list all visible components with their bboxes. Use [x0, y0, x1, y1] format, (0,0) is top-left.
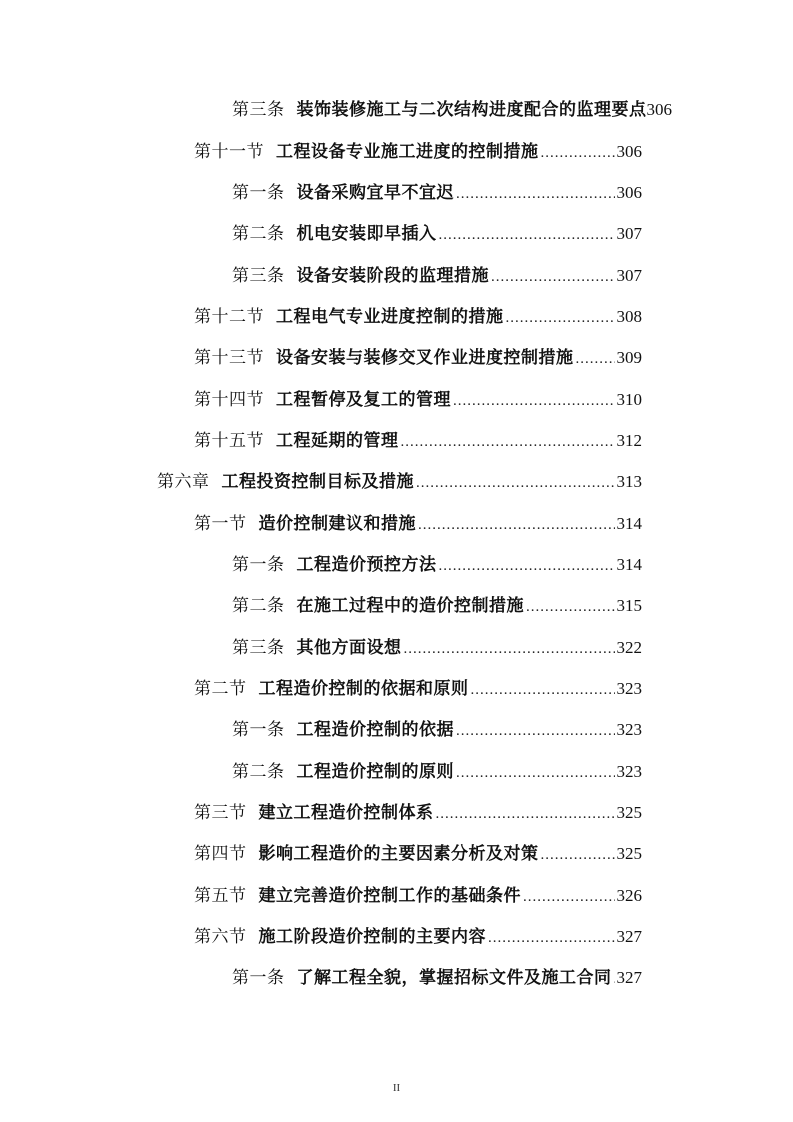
- toc-entry-title: 设备采购宜早不宜迟: [296, 183, 454, 203]
- toc-entry-label: 第十二节: [194, 307, 264, 327]
- toc-entry[interactable]: [232, 591, 642, 621]
- toc-entry[interactable]: [232, 178, 642, 208]
- dot-leader: [456, 758, 615, 788]
- toc-entry[interactable]: [194, 343, 642, 373]
- toc-entry-title: 机电安装即早插入: [296, 224, 437, 244]
- toc-entry-title: 设备安装与装修交叉作业进度控制措施: [276, 348, 574, 368]
- dot-leader: [488, 923, 615, 953]
- toc-entry-page: 312: [616, 431, 642, 450]
- toc-entry-title: 建立工程造价控制体系: [258, 803, 434, 823]
- toc-entry-label: 第三节: [194, 803, 247, 823]
- toc-entry-label: 第一条: [232, 555, 285, 575]
- toc-entry-label: 第一条: [232, 720, 285, 740]
- toc-entry-title: 工程延期的管理: [276, 431, 399, 451]
- dot-leader: [404, 634, 615, 664]
- toc-entry-title: 了解工程全貌，掌握招标文件及施工合同: [296, 968, 612, 988]
- toc-entry-label: 第一条: [232, 183, 285, 203]
- toc-entry-page: 327: [616, 968, 642, 987]
- toc-entry-title: 建立完善造价控制工作的基础条件: [258, 886, 521, 906]
- toc-entry-page: 323: [616, 679, 642, 698]
- toc-entry-title: 在施工过程中的造价控制措施: [296, 596, 524, 616]
- toc-entry-page: 325: [616, 803, 642, 822]
- toc-entry-page: 325: [616, 844, 642, 863]
- toc-entry-page: 314: [616, 514, 642, 533]
- toc-entry-label: 第十四节: [194, 390, 264, 410]
- toc-entry-page: 307: [616, 224, 642, 243]
- dot-leader: [576, 344, 615, 374]
- toc-entry[interactable]: [194, 302, 642, 332]
- dot-leader: [436, 799, 615, 829]
- toc-entry-label: 第六章: [157, 472, 210, 492]
- dot-leader: [456, 179, 615, 209]
- toc-entry-title: 设备安装阶段的监理措施: [296, 266, 489, 286]
- toc-entry-title: 工程造价控制的依据和原则: [258, 679, 469, 699]
- toc-entry-label: 第六节: [194, 927, 247, 947]
- toc-entry[interactable]: [232, 219, 642, 249]
- dot-leader: [401, 427, 615, 457]
- toc-entry[interactable]: [232, 550, 642, 580]
- dot-leader: [418, 510, 615, 540]
- dot-leader: [614, 964, 615, 994]
- toc-entry[interactable]: [194, 798, 642, 828]
- toc-entry-page: 323: [616, 762, 642, 781]
- toc-entry-page: 306: [646, 100, 672, 119]
- toc-entry[interactable]: [232, 633, 642, 663]
- toc-entry-title: 工程设备专业施工进度的控制措施: [276, 142, 539, 162]
- toc-entry[interactable]: [194, 426, 642, 456]
- toc-entry-label: 第四节: [194, 844, 247, 864]
- toc-entry[interactable]: [157, 467, 642, 497]
- toc-entry[interactable]: [194, 385, 642, 415]
- toc-entry-title: 工程造价控制的依据: [296, 720, 454, 740]
- toc-entry-page: 306: [616, 183, 642, 202]
- toc-entry-page: 313: [616, 472, 642, 491]
- toc-entry-label: 第三条: [232, 266, 285, 286]
- dot-leader: [526, 592, 615, 622]
- toc-entry-label: 第一条: [232, 968, 285, 988]
- toc-entry-title: 工程造价预控方法: [296, 555, 437, 575]
- toc-entry-title: 工程造价控制的原则: [296, 762, 454, 782]
- toc-entry-label: 第二条: [232, 762, 285, 782]
- dot-leader: [506, 303, 615, 333]
- toc-entry[interactable]: [194, 674, 642, 704]
- toc-entry-label: 第三条: [232, 638, 285, 658]
- toc-entry-page: 323: [616, 720, 642, 739]
- dot-leader: [541, 840, 615, 870]
- toc-entry-page: 314: [616, 555, 642, 574]
- toc-entry-label: 第五节: [194, 886, 247, 906]
- toc-entry[interactable]: [194, 881, 642, 911]
- toc-entry-page: 315: [616, 596, 642, 615]
- toc-entry[interactable]: [232, 95, 672, 125]
- toc-entry[interactable]: [232, 757, 642, 787]
- toc-entry[interactable]: [232, 715, 642, 745]
- toc-entry-label: 第三条: [232, 100, 285, 120]
- toc-entry[interactable]: [194, 137, 642, 167]
- toc-entry-page: 307: [616, 266, 642, 285]
- toc-entry-page: 309: [616, 348, 642, 367]
- toc-entry-page: 306: [616, 142, 642, 161]
- toc-entry[interactable]: [194, 509, 642, 539]
- dot-leader: [416, 468, 615, 498]
- dot-leader: [541, 138, 615, 168]
- dot-leader: [439, 551, 615, 581]
- toc-entry-label: 第一节: [194, 514, 247, 534]
- dot-leader: [453, 386, 615, 416]
- toc-entry[interactable]: [232, 261, 642, 291]
- toc-entry-page: 326: [616, 886, 642, 905]
- toc-entry-page: 310: [616, 390, 642, 409]
- toc-entry[interactable]: [232, 963, 642, 993]
- dot-leader: [523, 882, 615, 912]
- toc-entry-label: 第二节: [194, 679, 247, 699]
- toc-entry-title: 影响工程造价的主要因素分析及对策: [258, 844, 539, 864]
- toc-entry[interactable]: [194, 922, 642, 952]
- toc-entry-title: 工程投资控制目标及措施: [221, 472, 414, 492]
- toc-entry-title: 工程暂停及复工的管理: [276, 390, 451, 410]
- toc-entry-page: 327: [616, 927, 642, 946]
- toc-entry-label: 第二条: [232, 224, 285, 244]
- toc-entry-label: 第二条: [232, 596, 285, 616]
- toc-entry-title: 工程电气专业进度控制的措施: [276, 307, 504, 327]
- dot-leader: [491, 262, 615, 292]
- toc-entry-label: 第十三节: [194, 348, 264, 368]
- toc-entry-page: 308: [616, 307, 642, 326]
- toc-entry-title: 装饰装修施工与二次结构进度配合的监理要点: [296, 100, 647, 120]
- toc-entry-title: 造价控制建议和措施: [258, 514, 416, 534]
- toc-entry-label: 第十一节: [194, 142, 264, 162]
- toc-entry-label: 第十五节: [194, 431, 264, 451]
- dot-leader: [456, 716, 615, 746]
- toc-entry-page: 322: [616, 638, 642, 657]
- dot-leader: [439, 220, 615, 250]
- toc-entry[interactable]: [194, 839, 642, 869]
- toc-entry-title: 施工阶段造价控制的主要内容: [258, 927, 486, 947]
- toc-entry-title: 其他方面设想: [296, 638, 402, 658]
- page-number: II: [392, 1082, 401, 1094]
- dot-leader: [471, 675, 615, 705]
